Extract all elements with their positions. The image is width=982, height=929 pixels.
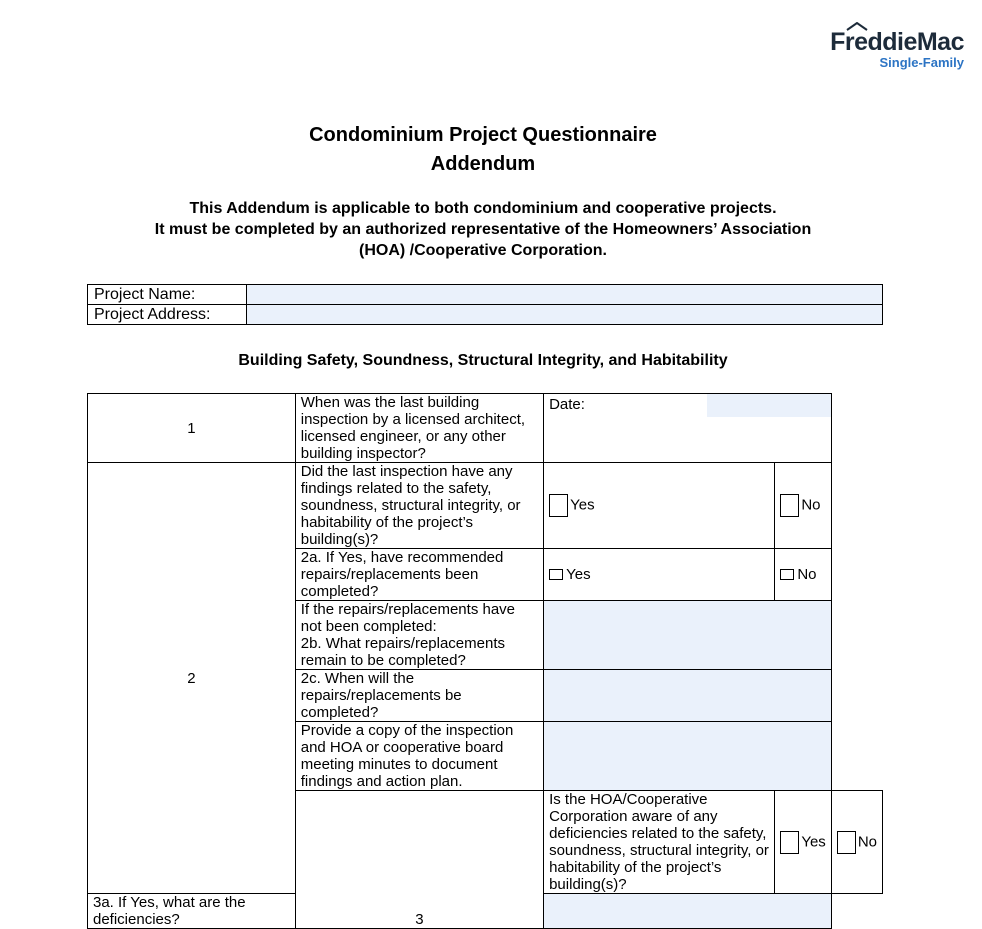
no-label: No (801, 496, 821, 514)
section-title: Building Safety, Soundness, Structural Integrity, and Habitability (238, 352, 728, 369)
freddie-mac-logo (830, 28, 964, 70)
question-3a-answer-field[interactable] (544, 894, 832, 929)
project-name-label: Project Name: (88, 285, 247, 305)
question-3-no-checkbox[interactable] (837, 831, 856, 854)
question-2c-text: 2c. When will the repairs/replacements be completed? (295, 670, 543, 722)
question-2b-label: 2b. What repairs/replacements remain to be completed? (300, 635, 505, 669)
question-2c-answer-field[interactable] (544, 670, 832, 722)
project-address-field[interactable] (247, 305, 883, 325)
question-2-number: 2 (88, 463, 296, 894)
date-label: Date: (549, 396, 585, 413)
logo-text: FreddieMac (830, 28, 964, 56)
question-1-number: 1 (88, 394, 296, 463)
house-roof-icon (846, 22, 868, 31)
question-2-no-option[interactable] (775, 463, 831, 549)
question-2a-no-checkbox[interactable] (780, 569, 794, 580)
logo-wordmark (830, 28, 964, 56)
question-2a-yes-checkbox[interactable] (549, 569, 563, 580)
question-2-no-checkbox[interactable] (780, 494, 799, 517)
no-label: No (797, 566, 817, 583)
question-2-yes-option[interactable] (544, 463, 775, 549)
question-3a-text: 3a. If Yes, what are the deficiencies? (88, 894, 296, 929)
question-2-text: Did the last inspection have any findings related to the safety, soundness, structural integrity, or habitability of the project’s building(s)? (295, 463, 543, 549)
logo-subtext: Single-Family (879, 55, 964, 70)
question-2a-no-option[interactable] (775, 549, 831, 601)
question-3-number: 3 (295, 791, 543, 929)
intro-text (0, 198, 966, 261)
yes-label: Yes (801, 832, 826, 850)
question-2d-text: Provide a copy of the inspection and HOA or cooperative board meeting minutes to document findings and action plan. (295, 722, 543, 791)
project-info-table (87, 284, 883, 325)
title-line-1: Condominium Project Questionnaire (309, 124, 657, 146)
question-2b-text (295, 601, 543, 670)
project-name-field[interactable] (247, 285, 883, 305)
question-3-yes-checkbox[interactable] (780, 831, 799, 854)
page-title (0, 121, 966, 179)
question-1-date-cell (544, 394, 832, 463)
question-1-text: When was the last building inspection by a licensed architect, licensed engineer, or any other building inspector? (295, 394, 543, 463)
intro-line-1: This Addendum is applicable to both condominium and cooperative projects. (189, 200, 777, 217)
yes-label: Yes (570, 496, 595, 514)
question-2d-upload-field[interactable] (544, 722, 832, 791)
question-2b-answer-field[interactable] (544, 601, 832, 670)
intro-line-3: (HOA) /Cooperative Corporation. (358, 242, 607, 259)
question-2a-yes-option[interactable] (544, 549, 775, 601)
question-3-no-option[interactable] (831, 791, 882, 894)
title-line-2: Addendum (430, 153, 536, 175)
no-label: No (857, 832, 877, 850)
yes-label: Yes (566, 566, 591, 583)
questionnaire-table (87, 393, 883, 929)
question-1-date-field[interactable] (707, 394, 831, 417)
question-3-text: Is the HOA/Cooperative Corporation aware of any deficiencies related to the safety, soundness, structural integrity, or habitability of the project’s building(s)? (544, 791, 775, 894)
question-3-yes-option[interactable] (775, 791, 831, 894)
project-address-label: Project Address: (88, 305, 247, 325)
question-2-yes-checkbox[interactable] (549, 494, 568, 517)
question-2a-text: 2a. If Yes, have recommended repairs/replacements been completed? (295, 549, 543, 601)
intro-line-2: It must be completed by an authorized representative of the Homeowners’ Association (154, 221, 812, 238)
question-2b-intro: If the repairs/replacements have not been completed: (300, 601, 516, 635)
